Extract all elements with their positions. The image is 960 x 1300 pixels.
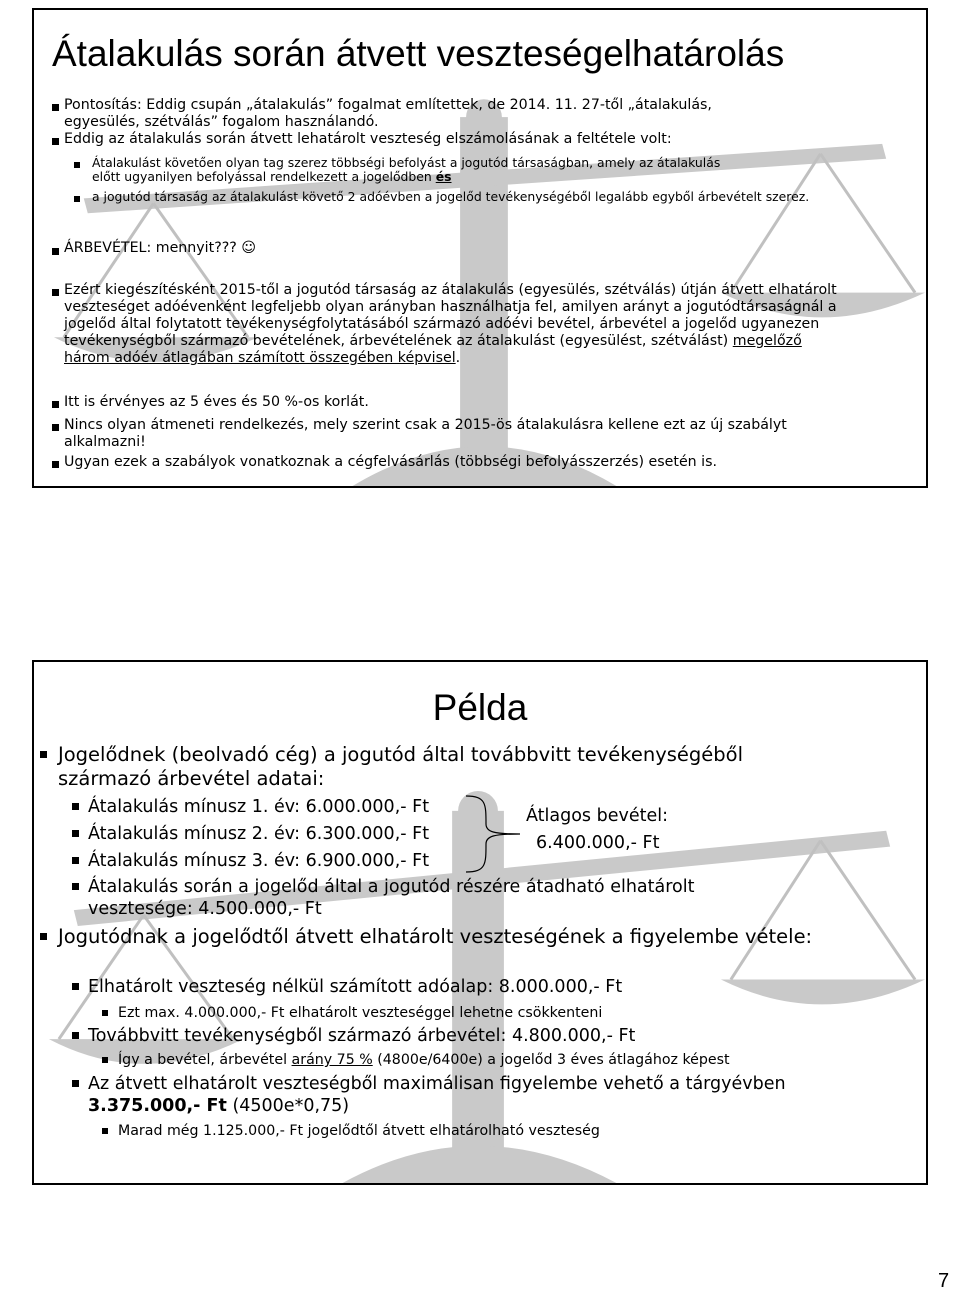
bullet-icon	[72, 883, 79, 890]
arany-sor	[118, 1051, 730, 1069]
bullet-icon	[40, 751, 47, 758]
bullet-icon	[52, 401, 59, 408]
bullet-icon	[72, 803, 79, 810]
slide-2-title: Példa	[432, 687, 528, 728]
arany-pre: Így a bevétel, árbevétel	[118, 1052, 288, 1068]
point-eddig: Eddig az átalakulás során átvett lehatárolt veszteség elszámolásának a feltétele volt:	[64, 131, 672, 147]
kiegeszites-text: Ezért kiegészítésként 2015-től a jogutód társaság az átalakulás (egyesülés, szétválás) útján átvett elhatárolt veszteséget adóévenként legfeljebb olyan arányban használhatja fel, amilyen arányt a jogutódtársaságnál a jogelőd által folytatott tevékenységfolytatásából származó adóévi bevétel, árbevétel a jogelőd ugyanezen tevékenységből származó bevételének, árbevételének az átalakulást (egyesülést, szétválást)	[64, 282, 837, 349]
bullet-icon	[72, 857, 79, 864]
bullet-icon	[40, 933, 47, 940]
year-minus-1: Átalakulás mínusz 1. év: 6.000.000,- Ft	[88, 797, 430, 817]
es-emphasis: és	[435, 169, 452, 184]
average-value: 6.400.000,- Ft	[536, 833, 660, 853]
marad-meg: Marad még 1.125.000,- Ft jogelődtől átvett elhatárolható veszteség	[118, 1123, 600, 1139]
bullet-icon	[52, 289, 59, 296]
tovabbvitt-arbevetel: Továbbvitt tevékenységből származó árbevétel: 4.800.000,- Ft	[88, 1026, 636, 1046]
point-cegfelvasarlas: Ugyan ezek a szabályok vonatkoznak a cégfelvásárlás (többségi befolyásszerzés) esetén is.	[64, 454, 718, 470]
bullet-icon	[102, 1010, 108, 1016]
point-jogelod-adatai: Jogelődnek (beolvadó cég) a jogutód által továbbvitt tevékenységéből származó árbevétel adatai:	[58, 743, 744, 790]
bullet-icon	[52, 138, 59, 145]
point-atmeneti: Nincs olyan átmeneti rendelkezés, mely szerint csak a 2015-ös átalakulásra kellene ezt az új szabályt alkalmazni!	[64, 417, 787, 450]
arany-underlined: arány 75 %	[291, 1052, 373, 1068]
subpoint-arbevetel: a jogutód társaság az átalakulást követő 2 adóévben a jogelőd tevékenységéből legalább egyből árbevételt szerez.	[92, 189, 810, 204]
page-number: 7	[938, 1270, 950, 1292]
arany-post: (4800e/6400e) a jogelőd 3 éves átlagához képest	[377, 1052, 730, 1068]
slide-1	[32, 8, 928, 488]
maximum-amount: 3.375.000,- Ft	[88, 1096, 227, 1116]
bullet-icon	[102, 1128, 108, 1134]
maximum-line1: Az átvett elhatárolt veszteségből maximálisan figyelembe vehető a tárgyévben	[88, 1074, 786, 1094]
subpoint-befolyas	[92, 156, 752, 184]
point-korlat: Itt is érvényes az 5 éves és 50 %-os korlát.	[64, 394, 369, 410]
adoalap: Elhatárolt veszteség nélkül számított adóalap: 8.000.000,- Ft	[88, 977, 623, 997]
point-pontositas: Pontosítás: Eddig csupán „átalakulás” fogalmat említettek, de 2014. 11. 27-től „átalakulás, egyesülés, szétválás” fogalom használandó.	[64, 97, 712, 130]
bullet-icon	[74, 162, 80, 168]
bullet-icon	[72, 1032, 79, 1039]
maximum-figyelembe	[88, 1073, 848, 1117]
year-minus-2: Átalakulás mínusz 2. év: 6.300.000,- Ft	[88, 824, 430, 844]
bullet-icon	[52, 461, 59, 468]
point-arbevetel-mennyit: ÁRBEVÉTEL: mennyit??? ☺	[64, 240, 257, 256]
bullet-icon	[74, 196, 80, 202]
bullet-icon	[102, 1057, 108, 1063]
bullet-icon	[72, 830, 79, 837]
atadhato-veszteseg: Átalakulás során a jogelőd által a jogutód részére átadható elhatárolt vesztesége: 4.500.000,- Ft	[88, 877, 695, 919]
year-minus-3: Átalakulás mínusz 3. év: 6.900.000,- Ft	[88, 851, 430, 871]
slide-1-title: Átalakulás során átvett veszteségelhatárolás	[52, 33, 785, 74]
bullet-icon	[52, 104, 59, 111]
csokkentes-max: Ezt max. 4.000.000,- Ft elhatárolt veszteséggel lehetne csökkenteni	[118, 1005, 603, 1021]
subpoint-befolyas-text: Átalakulást követően olyan tag szerez többségi befolyást a jogutód társaságban, amely az átalakulás előtt ugyanilyen befolyással rendelkezett a jogelődben	[92, 155, 721, 184]
bullet-icon	[52, 248, 59, 255]
maximum-formula: (4500e*0,75)	[232, 1096, 350, 1116]
point-kiegeszites	[64, 282, 846, 367]
curly-brace-icon	[464, 794, 524, 874]
average-label: Átlagos bevétel:	[526, 806, 668, 826]
bullet-icon	[52, 424, 59, 431]
bullet-icon	[72, 983, 79, 990]
slide-2	[32, 660, 928, 1185]
point-jogutod-figyelembe: Jogutódnak a jogelődtől átvett elhatárolt veszteségének a figyelembe vétele:	[58, 925, 813, 948]
bullet-icon	[72, 1080, 79, 1087]
kiegeszites-period: .	[455, 350, 461, 366]
kiegeszites-underlined: megelőző három adóév átlagában számított összegében képvisel	[64, 333, 802, 366]
